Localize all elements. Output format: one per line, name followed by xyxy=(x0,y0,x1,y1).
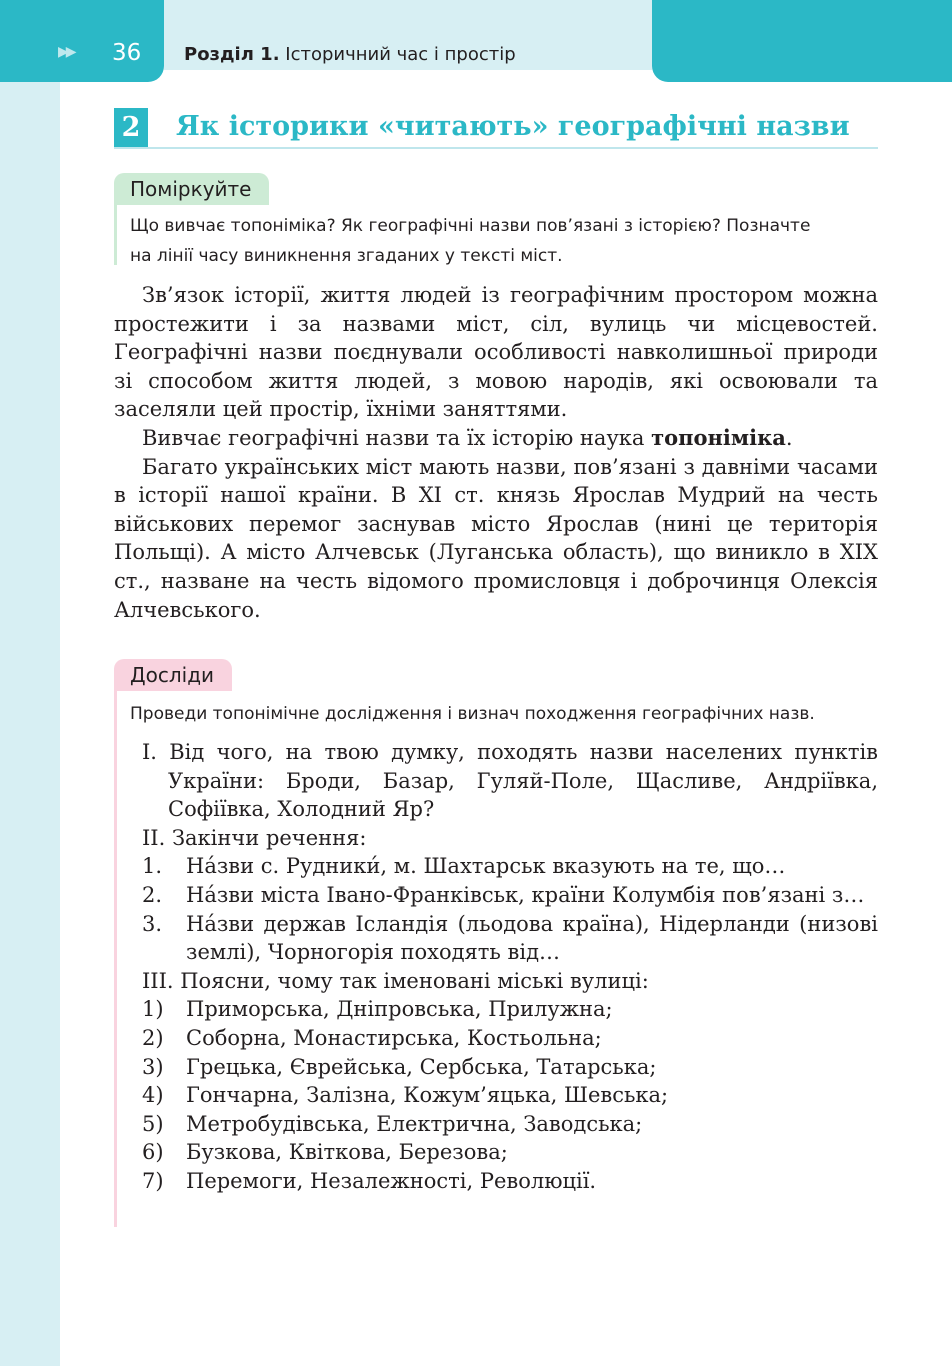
think-box xyxy=(114,173,878,265)
list-item-text: Перемоги, Незалежності, Революції. xyxy=(186,1168,597,1193)
list-item-text: На́зви с. Рудники́, м. Шахтарськ вказують на те, що… xyxy=(186,854,786,879)
think-box-line-1: Що вивчає топоніміка? Як географічні назви пов’язані з історією? Позначте xyxy=(130,216,811,236)
list-item-text: На́зви держав Ісландія (льодова країна), Нідерланди (низові землі), Чорногорія походять від… xyxy=(186,911,878,965)
list-item xyxy=(142,852,878,881)
paragraph-1: Зв’язок історії, життя людей із географічним простором можна простежити і за назвами міст, сіл, вулиць чи місцевостей. Географічні назви поєднували особливості навколишньої природи зі способом життя людей, з мовою народів, які освоювали та заселяли цей простір, їхніми заняттями. xyxy=(114,283,878,422)
list-item-number: 1) xyxy=(142,997,164,1022)
header-tab-right xyxy=(652,0,952,82)
section-number: Розділ 1. xyxy=(184,44,280,65)
list-item xyxy=(142,1167,878,1196)
paragraph-2 xyxy=(114,424,878,453)
list-item-number: 4) xyxy=(142,1083,164,1108)
think-box-line-2: на лінії часу виникнення згаданих у тексті міст. xyxy=(130,246,563,266)
list-item-text: Бузкова, Квіткова, Березова; xyxy=(186,1140,508,1165)
explore-intro: Проведи топонімічне дослідження і визнач походження географічних назв. xyxy=(130,704,815,724)
list-item-number: 3. xyxy=(142,911,163,936)
think-box-bar xyxy=(114,205,117,265)
list-item xyxy=(142,881,878,910)
list-item-number: 6) xyxy=(142,1140,164,1165)
list-item-number: 5) xyxy=(142,1111,164,1136)
left-margin-strip xyxy=(0,0,60,1366)
page-number: 36 xyxy=(112,40,142,66)
list-item xyxy=(142,910,878,967)
think-box-label: Поміркуйте xyxy=(114,173,269,205)
list-item-number: 2) xyxy=(142,1025,164,1050)
task-2 xyxy=(142,824,878,853)
explore-box-bar xyxy=(114,691,117,1227)
list-item xyxy=(142,1053,878,1082)
task-2-text: II. Закінчи речення: xyxy=(142,825,367,850)
running-head xyxy=(184,44,516,65)
task-list xyxy=(142,738,878,1196)
task-1-text: I. Від чого, на твою думку, походять назви населених пунктів України: Броди, Базар, Гуляй-Поле, Щасливе, Андріївка, Софіївка, Холодний Яр? xyxy=(142,740,878,822)
explore-box-label: Досліди xyxy=(114,659,232,691)
task-3-text: III. Поясни, чому так іменовані міські вулиці: xyxy=(142,968,649,993)
list-item-text: Приморська, Дніпровська, Прилужна; xyxy=(186,997,613,1022)
list-item xyxy=(142,1138,878,1167)
title-divider xyxy=(114,147,878,149)
list-item-number: 1. xyxy=(142,854,163,879)
task-3 xyxy=(142,967,878,996)
paragraph-3: Багато українських міст мають назви, пов’язані з давніми часами в історії нашої країни. В XI ст. князь Ярослав Мудрий на честь військових перемог заснував місто Ярослав (нині це територія Польщі). А місто Алчевськ (Луганська область), що виникло в XIX ст., назване на честь відомого промисловця і доброчинця Олексія Алчевського. xyxy=(114,454,878,622)
paragraph-2-start: Вивчає географічні назви та їх історію наука xyxy=(142,425,652,450)
list-item-number: 7) xyxy=(142,1168,164,1193)
list-item-number: 3) xyxy=(142,1054,164,1079)
list-item-text: Грецька, Єврейська, Сербська, Татарська; xyxy=(186,1054,657,1079)
list-item-text: Соборна, Монастирська, Костьольна; xyxy=(186,1025,602,1050)
lesson-title xyxy=(114,108,878,150)
task-1 xyxy=(142,738,878,824)
list-item xyxy=(142,1110,878,1139)
list-item-text: Метробудівська, Електрична, Заводська; xyxy=(186,1111,643,1136)
term-toponymy: топоніміка xyxy=(651,424,786,450)
section-title: Історичний час і простір xyxy=(285,44,516,65)
list-item-text: На́зви міста Івано-Франківськ, країни Колумбія пов’язані з… xyxy=(186,882,865,907)
list-item-text: Гончарна, Залізна, Кожум’яцька, Шевська; xyxy=(186,1083,669,1108)
lesson-number: 2 xyxy=(114,108,148,148)
paragraph-2-end: . xyxy=(785,425,793,450)
page-header xyxy=(0,0,952,82)
list-item xyxy=(142,1024,878,1053)
main-text xyxy=(114,281,878,624)
lesson-heading: Як історики «читають» географічні назви xyxy=(176,111,850,142)
double-arrow-icon: ▶▶ xyxy=(58,44,74,60)
list-item-number: 2. xyxy=(142,882,163,907)
list-item xyxy=(142,995,878,1024)
list-item xyxy=(142,1081,878,1110)
